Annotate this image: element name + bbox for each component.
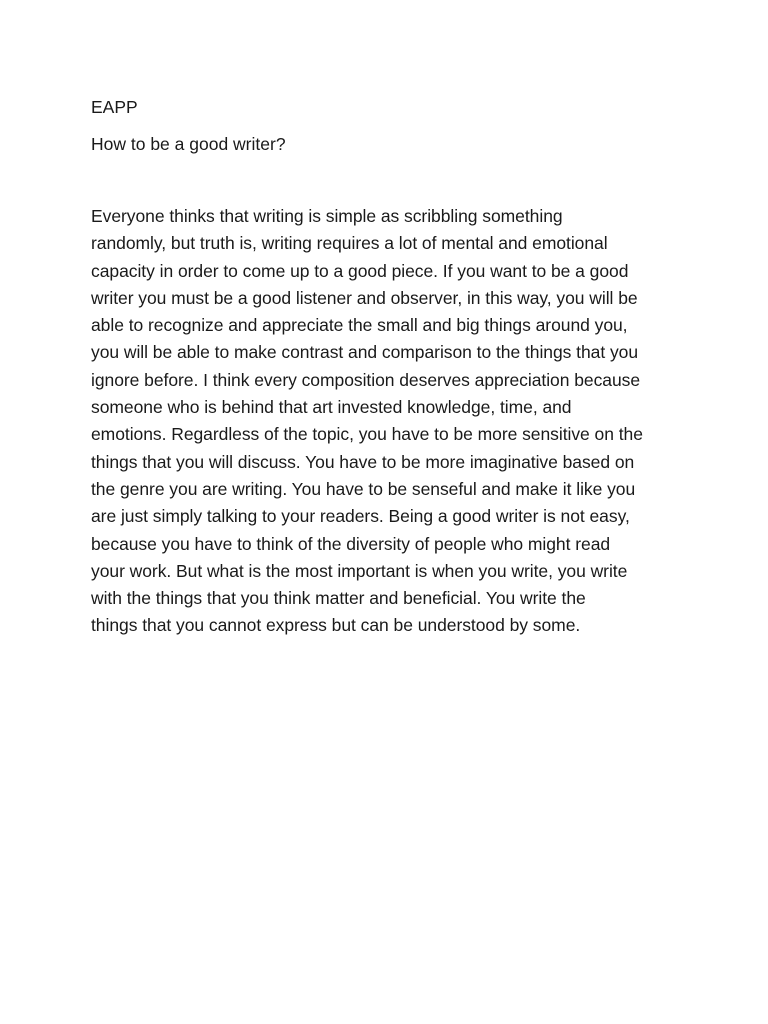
document-content	[91, 95, 696, 640]
body-line: with the things that you think matter and beneficial. You write the	[91, 588, 586, 609]
body-line: someone who is behind that art invested knowledge, time, and	[91, 397, 572, 418]
body-line: randomly, but truth is, writing requires a lot of mental and emotional	[91, 233, 608, 254]
body-line: ignore before. I think every composition deserves appreciation because	[91, 369, 641, 390]
body-line: the genre you are writing. You have to be senseful and make it like you	[91, 478, 636, 499]
body-line: your work. But what is the most important is when you write, you write	[91, 560, 628, 581]
body-line: able to recognize and appreciate the small and big things around you,	[91, 315, 628, 336]
document-title: How to be a good writer?	[91, 134, 286, 154]
document-body	[91, 203, 696, 640]
body-line: writer you must be a good listener and observer, in this way, you will be	[91, 287, 638, 308]
body-line: Everyone thinks that writing is simple as scribbling something	[91, 206, 563, 226]
body-line: emotions. Regardless of the topic, you have to be more sensitive on the	[91, 424, 643, 445]
document-subject: EAPP	[91, 97, 138, 117]
body-line: things that you cannot express but can be understood by some.	[91, 615, 581, 636]
body-line: you will be able to make contrast and comparison to the things that you	[91, 342, 639, 363]
body-line: because you have to think of the diversity of people who might read	[91, 533, 611, 554]
body-line: capacity in order to come up to a good piece. If you want to be a good	[91, 260, 629, 281]
body-line: things that you will discuss. You have to be more imaginative based on	[91, 451, 635, 472]
body-line: are just simply talking to your readers. Being a good writer is not easy,	[91, 506, 630, 527]
